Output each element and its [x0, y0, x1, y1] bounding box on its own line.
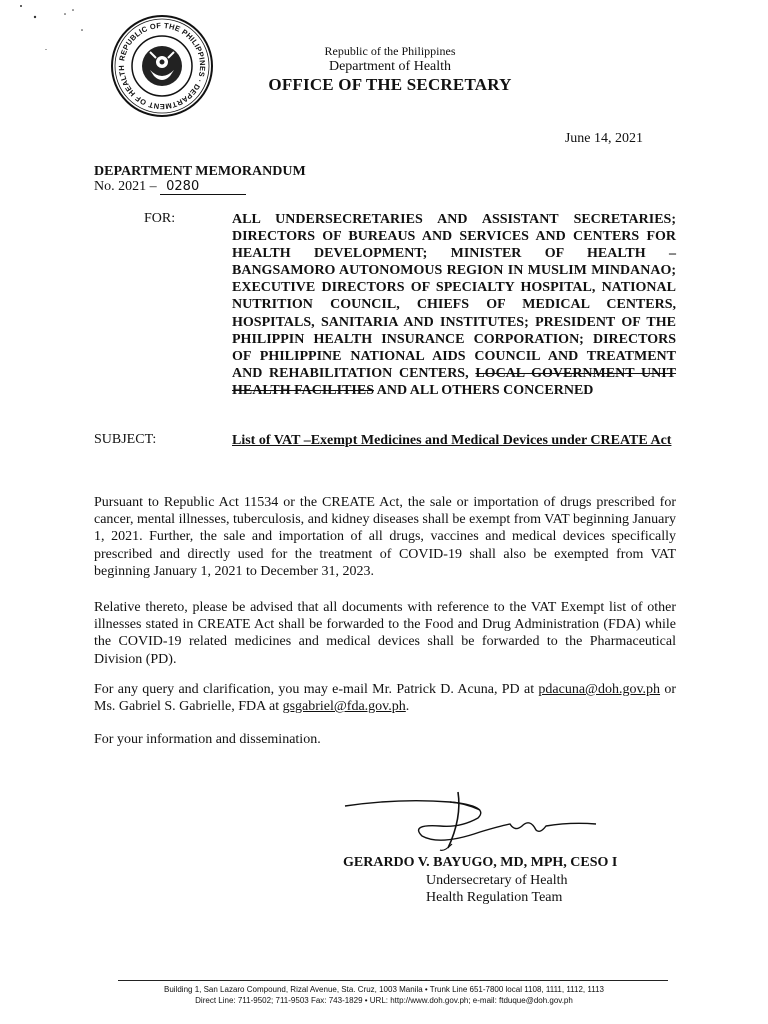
for-label: FOR:: [144, 211, 176, 226]
signatory-title-2: Health Regulation Team: [426, 890, 563, 905]
for-recipients-end: AND ALL OTHERS CONCERNED: [376, 382, 594, 398]
memo-title: DEPARTMENT MEMORANDUM: [94, 164, 306, 179]
for-recipients: [232, 211, 676, 399]
p3-text-a: For any query and clarification, you may e-mail Mr. Patrick D. Acuna, PD at: [94, 682, 535, 697]
memo-number-prefix: No. 2021 –: [94, 179, 157, 194]
signatory-name: GERARDO V. BAYUGO, MD, MPH, CESO I: [343, 855, 618, 870]
subject-text: List of VAT –Exempt Medicines and Medical Devices under CREATE Act: [232, 433, 672, 448]
header-office: OFFICE OF THE SECRETARY: [268, 75, 512, 94]
email-link-gsgabriel[interactable]: gsgabriel@fda.gov.ph: [282, 699, 406, 715]
memo-date: June 14, 2021: [564, 131, 643, 146]
header-department: Department of Health: [328, 59, 452, 74]
body-paragraph-3: [94, 681, 676, 715]
doh-seal-logo: [110, 14, 214, 118]
body-paragraph-4: For your information and dissemination.: [94, 732, 321, 747]
for-recipients-struck: LOCAL GOVERNMENT UNIT HEALTH FACILITIES: [232, 365, 677, 398]
memo-number: [94, 179, 246, 195]
signatory-title-1: Undersecretary of Health: [426, 873, 568, 888]
seal-text: REPUBLIC OF THE PHILIPPINES · DEPARTMENT OF HEALTH: [116, 20, 208, 112]
body-paragraph-1: Pursuant to Republic Act 11534 or the CREATE Act, the sale or importation of drugs prescribed for cancer, mental illnesses, tuberculosis, and kidney diseases shall be exempt from VAT beginning January 1, 2021. Further, the sale and importation of all drugs, vaccines and medical devices specifically prescribed and directly used for the treatment of COVID-19 shall also be exempted from VAT beginning January 1, 2021 to December 31, 2023.: [94, 495, 676, 579]
footer-contact: Direct Line: 711-9502; 711-9503 Fax: 743-1829 • URL: http://www.doh.gov.ph; e-mail: ftduque@doh.gov.ph: [195, 996, 573, 1005]
for-recipients-main: ALL UNDERSECRETARIES AND ASSISTANT SECRETARIES; DIRECTORS OF BUREAUS AND SERVICES AND CENTERS FOR HEALTH DEVELOPMENT; MINISTER OF HEALTH – BANGSAMORO AUTONOMOUS REGION IN MUSLIM MINDANAO; EXECUTIVE DIRECTORS OF SPECIALTY HOSPITAL, NATIONAL NUTRITION COUNCIL, CHIEFS OF MEDICAL CENTERS, HOSPITALS, SANITARIA AND INSTITUTES; PRESIDENT OF THE PHILIPPIN HEALTH INSURANCE CORPORATION; DIRECTORS OF PHILIPPINE NATIONAL AIDS COUNCIL AND TREATMENT AND REHABILITATION CENTERS,: [232, 212, 676, 381]
header-republic: Republic of the Philippines: [324, 44, 456, 58]
email-link-pdacuna[interactable]: pdacuna@doh.gov.ph: [538, 682, 661, 697]
scan-marks: [0, 0, 100, 50]
footer-address: Building 1, San Lazaro Compound, Rizal Avenue, Sta. Cruz, 1003 Manila • Trunk Line 651-7800 local 1108, 1111, 1112, 1113: [164, 985, 604, 994]
subject-label: SUBJECT:: [94, 432, 157, 447]
body-paragraph-2: Relative thereto, please be advised that all documents with reference to the VAT Exempt list of other illnesses stated in CREATE Act shall be forwarded to the Food and Drug Administration (FDA) while the COVID-19 related medicines and medical devices shall be forwarded to the Pharmaceutical Division (PD).: [94, 600, 676, 667]
memo-number-handwritten: 0280: [160, 179, 246, 195]
footer-divider: [118, 980, 668, 981]
p3-text-c: .: [405, 699, 410, 715]
signatory-titles: [426, 872, 567, 906]
p3-text-b: or Ms. Gabriel S. Gabrielle, FDA at: [94, 682, 676, 715]
signature-image: [340, 788, 600, 858]
